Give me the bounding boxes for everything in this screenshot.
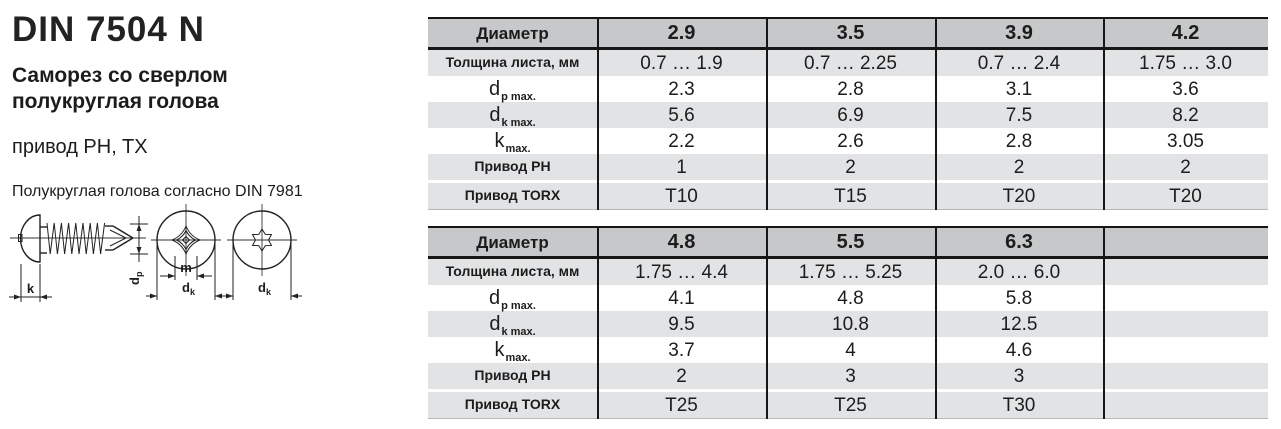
table-cell-value: 5.6 bbox=[668, 104, 695, 126]
row-label: Привод TORX bbox=[464, 187, 561, 203]
row-label: Привод PH bbox=[474, 367, 551, 383]
column-divider bbox=[1103, 17, 1105, 210]
dim-label-dk-ph: $d_k$ bbox=[182, 280, 195, 297]
table-header-row bbox=[428, 228, 1268, 256]
row-label: Толщина листа, мм bbox=[445, 54, 580, 70]
table-cell-value: 3 bbox=[845, 365, 856, 387]
table-cell bbox=[597, 263, 766, 282]
row-label-subscript: k max. bbox=[501, 117, 536, 129]
table-cell bbox=[766, 106, 935, 125]
row-label-subscript: max. bbox=[505, 352, 531, 364]
table-cell bbox=[935, 54, 1103, 73]
table-header-diameter-value: 3.9 bbox=[1005, 22, 1033, 44]
table-cell-value: 4.8 bbox=[837, 287, 864, 309]
table-header-diameter-value: 3.5 bbox=[836, 22, 865, 44]
dim-label-dp: $d_p$ bbox=[127, 271, 144, 285]
table-cell-value: 2.6 bbox=[837, 130, 864, 152]
table-row bbox=[428, 128, 1268, 154]
row-label-cell bbox=[428, 159, 597, 175]
table-row bbox=[428, 337, 1268, 363]
table-cell-value: 4 bbox=[845, 339, 856, 361]
table-header-label-cell bbox=[428, 234, 597, 251]
table-cell bbox=[766, 315, 935, 334]
row-label-cell bbox=[428, 339, 597, 364]
table-cell bbox=[935, 367, 1103, 386]
page-title: DIN 7504 N bbox=[12, 10, 205, 49]
table-cell bbox=[935, 187, 1103, 206]
table-cell-value: 3.7 bbox=[668, 339, 695, 361]
table-header-diameter-value: 5.5 bbox=[836, 231, 865, 253]
table-cell-value: 2 bbox=[1013, 156, 1025, 178]
row-label-subscript: p max. bbox=[501, 91, 536, 103]
table-cell-value: 2.8 bbox=[1005, 130, 1033, 152]
dim-label-m: m bbox=[180, 260, 192, 275]
table-header-diameter-value: 2.9 bbox=[667, 22, 696, 44]
table-cell bbox=[597, 315, 766, 334]
table-cell-value: 2.2 bbox=[668, 130, 695, 152]
table-cell-value: T20 bbox=[1169, 185, 1202, 207]
table-cell-value: 2.8 bbox=[837, 78, 864, 100]
row-label-subscript: k max. bbox=[501, 326, 536, 338]
row-label-cell bbox=[428, 78, 597, 103]
table-cell bbox=[935, 80, 1103, 99]
table-cell bbox=[766, 396, 935, 415]
table-header-diameter-cell bbox=[935, 23, 1103, 43]
dim-label-dk-torx: $d_k$ bbox=[258, 280, 271, 297]
standard-note-text: Полукруглая голова согласно DIN 7981 bbox=[12, 183, 303, 200]
column-divider bbox=[766, 226, 768, 419]
row-label-symbol: d bbox=[489, 287, 501, 309]
table-cell bbox=[1103, 158, 1268, 177]
table-row bbox=[428, 183, 1268, 210]
row-label-cell bbox=[428, 313, 597, 338]
row-label-cell bbox=[428, 368, 597, 384]
screw-drawing-svg bbox=[8, 198, 304, 327]
table-cell-value: 2 bbox=[676, 365, 687, 387]
table-cell-value: 5.8 bbox=[1005, 287, 1033, 309]
table-cell-value: T25 bbox=[665, 394, 698, 416]
table-cell bbox=[597, 132, 766, 151]
table-header-diameter-cell bbox=[597, 23, 766, 43]
table-cell bbox=[935, 396, 1103, 415]
table-cell bbox=[766, 289, 935, 308]
table-cell-value: 8.2 bbox=[1172, 104, 1199, 126]
table-cell-value: 7.5 bbox=[1005, 104, 1033, 126]
table-row bbox=[428, 311, 1268, 337]
row-label-symbol: d bbox=[489, 313, 501, 335]
table-cell bbox=[1103, 106, 1268, 125]
table-cell-value: T10 bbox=[665, 185, 698, 207]
torx-head-view bbox=[222, 204, 302, 300]
row-label-cell bbox=[428, 287, 597, 312]
table-header-diameter-cell bbox=[766, 232, 935, 252]
screw-technical-drawing bbox=[8, 198, 304, 327]
table-cell bbox=[1103, 132, 1268, 151]
screw-side-view bbox=[9, 215, 148, 302]
table-cell bbox=[1103, 187, 1268, 206]
table-cell-value: T30 bbox=[1002, 394, 1036, 416]
table-row bbox=[428, 154, 1268, 180]
dimension-dp bbox=[127, 216, 148, 285]
product-subtitle-line1: Саморез со сверлом bbox=[12, 64, 228, 87]
table-header-diameter-cell bbox=[766, 23, 935, 43]
row-label-subscript: p max. bbox=[501, 300, 536, 312]
table-cell-value: 2 bbox=[1180, 156, 1191, 178]
table-cell-value: 1.75 … 4.4 bbox=[635, 261, 728, 283]
table-cell bbox=[935, 132, 1103, 151]
row-label-symbol: k bbox=[494, 339, 505, 361]
table-cell bbox=[766, 80, 935, 99]
table-cell bbox=[766, 341, 935, 360]
table-header-diameter-value: 4.8 bbox=[667, 231, 696, 253]
row-label-symbol: k bbox=[494, 130, 505, 152]
table-cell-value: 4.6 bbox=[1005, 339, 1033, 361]
table-cell-value: 3 bbox=[1013, 365, 1025, 387]
table-cell bbox=[597, 367, 766, 386]
row-label-symbol: d bbox=[489, 104, 501, 126]
table-cell bbox=[766, 367, 935, 386]
column-divider bbox=[766, 17, 768, 210]
spec-tables bbox=[428, 17, 1268, 419]
dimension-k bbox=[9, 264, 52, 302]
table-header-diameter-cell bbox=[1103, 23, 1268, 43]
column-divider bbox=[1103, 226, 1105, 419]
table-cell bbox=[935, 106, 1103, 125]
row-label: Толщина листа, мм bbox=[445, 263, 580, 279]
table-row bbox=[428, 363, 1268, 389]
row-label-symbol: d bbox=[489, 78, 501, 100]
row-label: Привод TORX bbox=[464, 396, 561, 412]
table-cell-value: 0.7 … 2.4 bbox=[977, 52, 1061, 74]
ph-head-view bbox=[146, 204, 226, 300]
column-divider bbox=[935, 17, 937, 210]
table-cell-value: 9.5 bbox=[668, 313, 695, 335]
table-cell bbox=[935, 158, 1103, 177]
row-label-cell bbox=[428, 264, 597, 280]
table-cell bbox=[935, 289, 1103, 308]
dim-label-k: k bbox=[26, 281, 35, 296]
table-header-diameter-value: 6.3 bbox=[1005, 231, 1033, 253]
table-cell bbox=[597, 187, 766, 206]
table-cell bbox=[766, 54, 935, 73]
row-label-cell bbox=[428, 55, 597, 71]
table-cell bbox=[597, 289, 766, 308]
table-cell-value: T25 bbox=[834, 394, 867, 416]
table-cell-value: 0.7 … 2.25 bbox=[804, 52, 897, 74]
table-header-diameter-value: 4.2 bbox=[1171, 22, 1200, 44]
row-label-cell bbox=[428, 130, 597, 155]
table-header-diameter-cell bbox=[935, 232, 1103, 252]
table-row bbox=[428, 76, 1268, 102]
column-divider bbox=[935, 226, 937, 419]
table-row bbox=[428, 102, 1268, 128]
table-header-row bbox=[428, 19, 1268, 47]
table-header-label: Диаметр bbox=[476, 232, 549, 252]
table-cell bbox=[766, 132, 935, 151]
table-cell bbox=[935, 263, 1103, 282]
table-cell bbox=[1103, 54, 1268, 73]
table-row bbox=[428, 392, 1268, 419]
table-cell bbox=[935, 341, 1103, 360]
table-cell-value: T15 bbox=[834, 185, 867, 207]
info-panel bbox=[12, 10, 412, 202]
table-cell bbox=[766, 187, 935, 206]
table-cell-value: 1.75 … 5.25 bbox=[798, 261, 903, 283]
table-cell-value: 2.3 bbox=[668, 78, 695, 100]
table-cell bbox=[1103, 80, 1268, 99]
row-label-subscript: max. bbox=[505, 143, 531, 155]
table-cell-value: 10.8 bbox=[832, 313, 869, 335]
table-cell bbox=[766, 158, 935, 177]
table-cell bbox=[597, 80, 766, 99]
table-cell-value: 4.1 bbox=[668, 287, 695, 309]
table-cell-value: 2.0 … 6.0 bbox=[977, 261, 1061, 283]
table-cell-value: 6.9 bbox=[837, 104, 864, 126]
table-cell-value: 0.7 … 1.9 bbox=[640, 52, 723, 74]
product-subtitle bbox=[12, 63, 412, 115]
table-cell-value: 1 bbox=[676, 156, 687, 178]
table-cell-value: 12.5 bbox=[1000, 313, 1038, 335]
table-cell-value: 3.1 bbox=[1005, 78, 1033, 100]
table-cell-value: 2 bbox=[845, 156, 856, 178]
table-header-label-cell bbox=[428, 25, 597, 42]
spec-table-small-diameters bbox=[428, 17, 1268, 210]
table-cell bbox=[597, 341, 766, 360]
table-cell bbox=[597, 106, 766, 125]
table-row bbox=[428, 50, 1268, 76]
table-cell-value: 3.05 bbox=[1167, 130, 1204, 152]
row-label-cell bbox=[428, 397, 597, 413]
table-row bbox=[428, 285, 1268, 311]
drive-type-text: привод PH, TX bbox=[12, 136, 148, 158]
table-cell bbox=[597, 396, 766, 415]
table-cell bbox=[597, 54, 766, 73]
row-label-cell bbox=[428, 188, 597, 204]
table-header-label: Диаметр bbox=[476, 23, 549, 43]
table-cell-value: T20 bbox=[1002, 185, 1036, 207]
column-divider bbox=[597, 226, 599, 419]
dimension-m bbox=[160, 256, 212, 280]
table-cell-value: 3.6 bbox=[1172, 78, 1199, 100]
row-label: Привод PH bbox=[474, 158, 551, 174]
column-divider bbox=[597, 17, 599, 210]
row-label-cell bbox=[428, 104, 597, 129]
table-cell bbox=[597, 158, 766, 177]
product-subtitle-line2: полукруглая голова bbox=[12, 90, 219, 113]
table-cell-value: 1.75 … 3.0 bbox=[1139, 52, 1232, 74]
table-cell bbox=[935, 315, 1103, 334]
spec-table-large-diameters bbox=[428, 226, 1268, 419]
table-header-diameter-cell bbox=[597, 232, 766, 252]
table-row bbox=[428, 259, 1268, 285]
table-cell bbox=[766, 263, 935, 282]
